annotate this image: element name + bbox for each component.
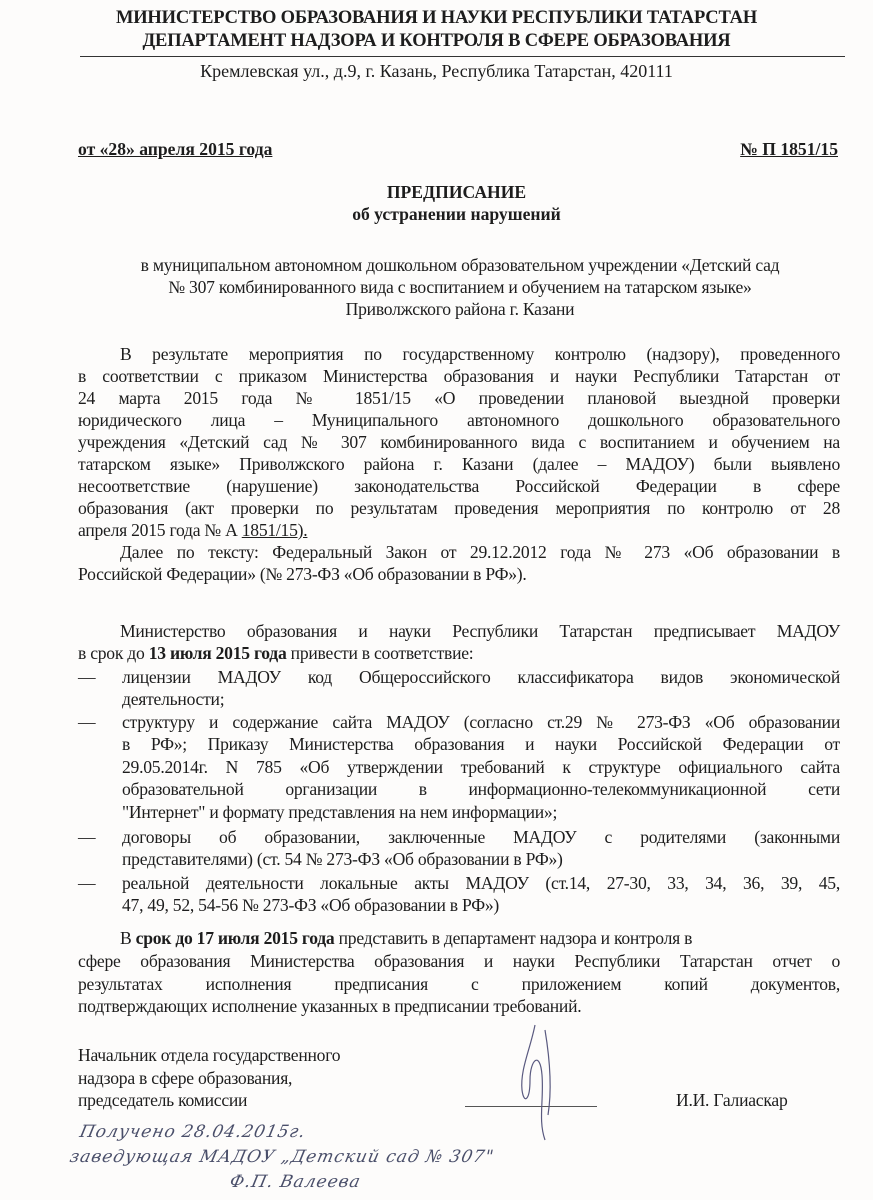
body-text: татарском языке» Приволжского района г. Казани (далее – МАДОУ) были выявлено <box>78 454 840 474</box>
body-text: 47, 49, 52, 54-56 № 273-ФЗ «Об образовании в РФ») <box>122 895 500 915</box>
department-name: ДЕПАРТАМЕНТ НАДЗОРА И КОНТРОЛЯ В СФЕРЕ ОБРАЗОВАНИЯ <box>142 31 731 51</box>
body-line <box>78 365 840 387</box>
body-text: договоры об образовании, заключенные МАДОУ с родителями (законными <box>122 827 840 847</box>
body-text: в срок до <box>78 643 149 663</box>
body-line <box>120 541 840 563</box>
body-line <box>78 950 840 972</box>
body-text: В результате мероприятия по государственному контролю (надзору), проведенного <box>120 344 840 364</box>
body-line <box>78 409 840 431</box>
list-bullet <box>78 872 108 894</box>
body-line <box>78 563 840 585</box>
body-text: образования (акт проверки по результатам проведения мероприятия по контролю от 28 <box>78 498 840 518</box>
body-line <box>122 666 840 688</box>
institution-line: № 307 комбинированного вида с воспитанием и обучением на татарском языке» <box>168 277 752 297</box>
body-text: несоответствие (нарушение) законодательства Российской Федерации в сфере <box>78 476 840 496</box>
body-line <box>122 733 840 755</box>
document-date: от «28» апреля 2015 года <box>78 139 273 159</box>
body-text: — <box>78 873 96 893</box>
list-bullet <box>78 826 108 848</box>
body-text: в РФ»; Приказу Министерства образования и науки Российской Федерации от <box>122 734 840 754</box>
body-line <box>78 475 840 497</box>
body-text: в соответствии с приказом Министерства образования и науки Республики Татарстан от <box>78 366 840 386</box>
body-text: 24 марта 2015 года № 1851/15 «О проведении плановой выездной проверки <box>78 388 840 408</box>
act-number: 1851/15). <box>241 520 308 540</box>
handwritten-note: Получено 28.04.2015г. <box>77 1122 308 1142</box>
body-text: сфере образования Министерства образования и науки Республики Татарстан отчет о <box>78 951 840 971</box>
body-line <box>78 431 840 453</box>
body-line <box>78 519 840 541</box>
ministry-name: МИНИСТЕРСТВО ОБРАЗОВАНИЯ И НАУКИ РЕСПУБЛИКИ ТАТАРСТАН <box>115 8 758 28</box>
institution-line: Приволжского района г. Казани <box>345 299 575 319</box>
body-text: юридического лица – Муниципального автономного дошкольного образовательного <box>78 410 840 430</box>
handwritten-signature <box>500 1020 580 1150</box>
bold-deadline: 13 июля 2015 года <box>148 643 287 663</box>
document-subtitle: об устранении нарушений <box>352 204 561 224</box>
body-line <box>122 756 840 778</box>
body-text: подтверждающих исполнение указанных в предписании требований. <box>78 996 582 1016</box>
document-title: ПРЕДПИСАНИЕ <box>386 182 527 202</box>
body-line <box>122 688 840 710</box>
list-bullet <box>78 711 108 733</box>
body-text: лицензии МАДОУ код Общероссийского классификатора видов экономической <box>122 667 840 687</box>
document-number: № П 1851/15 <box>740 139 838 159</box>
body-line <box>122 894 840 916</box>
body-text: — <box>78 667 96 687</box>
body-line <box>78 642 840 664</box>
body-text: Российской Федерации» (№ 273-ФЗ «Об образовании в РФ»). <box>78 564 527 584</box>
body-text: "Интернет" и формату представления на нем информации»; <box>122 802 558 822</box>
body-text: реальной деятельности локальные акты МАДОУ (ст.14, 27-30, 33, 34, 36, 39, 45, <box>122 873 840 893</box>
signatory-name: И.И. Галиаскар <box>676 1090 788 1110</box>
body-text: В <box>120 928 136 948</box>
body-text: — <box>78 712 96 732</box>
body-text: представить в департамент надзора и контроля в <box>334 928 693 948</box>
body-line <box>122 848 840 870</box>
body-text: деятельности; <box>122 689 225 709</box>
body-text: апреля 2015 года № А <box>78 520 242 540</box>
body-line <box>78 497 840 519</box>
body-line <box>122 778 840 800</box>
body-line <box>78 995 840 1017</box>
body-text: Далее по тексту: Федеральный Закон от 29.12.2012 года № 273 «Об образовании в <box>120 542 840 562</box>
signatory-position: председатель комиссии <box>78 1090 248 1110</box>
body-text: образовательной организации в информационно-телекоммуникационной сети <box>122 779 840 799</box>
body-line <box>120 927 840 949</box>
body-line <box>122 872 840 894</box>
body-line <box>120 620 840 642</box>
body-text: результатах исполнения предписания с приложением копий документов, <box>78 974 840 994</box>
body-text: структуру и содержание сайта МАДОУ (согласно ст.29 № 273-ФЗ «Об образовании <box>122 712 840 732</box>
handwritten-note: Ф.П. Валеева <box>227 1172 363 1192</box>
address: Кремлевская ул., д.9, г. Казань, Республика Татарстан, 420111 <box>200 61 673 81</box>
bold-deadline: срок до 17 июля 2015 года <box>135 928 335 948</box>
body-line <box>78 387 840 409</box>
institution-line: в муниципальном автономном дошкольном образовательном учреждении «Детский сад <box>140 255 780 275</box>
body-text: — <box>78 827 96 847</box>
body-line <box>78 973 840 995</box>
body-text: привести в соответствие: <box>286 643 474 663</box>
body-line <box>120 343 840 365</box>
body-line <box>78 453 840 475</box>
signatory-position: Начальник отдела государственного <box>78 1045 341 1065</box>
list-bullet <box>78 666 108 688</box>
handwritten-note: заведующая МАДОУ „Детский сад № 307" <box>67 1147 497 1167</box>
body-line <box>122 801 840 823</box>
body-text: учреждения «Детский сад № 307 комбинированного вида с воспитанием и обучением на <box>78 432 840 452</box>
body-text: Министерство образования и науки Республики Татарстан предписывает МАДОУ <box>120 621 840 641</box>
signatory-position: надзора в сфере образования, <box>78 1068 293 1088</box>
body-text: 29.05.2014г. N 785 «Об утверждении требований к структуре официального сайта <box>122 757 840 777</box>
body-text: представителями) (ст. 54 № 273-ФЗ «Об образовании в РФ») <box>122 849 563 869</box>
body-line <box>122 711 840 733</box>
body-line <box>122 826 840 848</box>
header-divider <box>80 56 845 57</box>
